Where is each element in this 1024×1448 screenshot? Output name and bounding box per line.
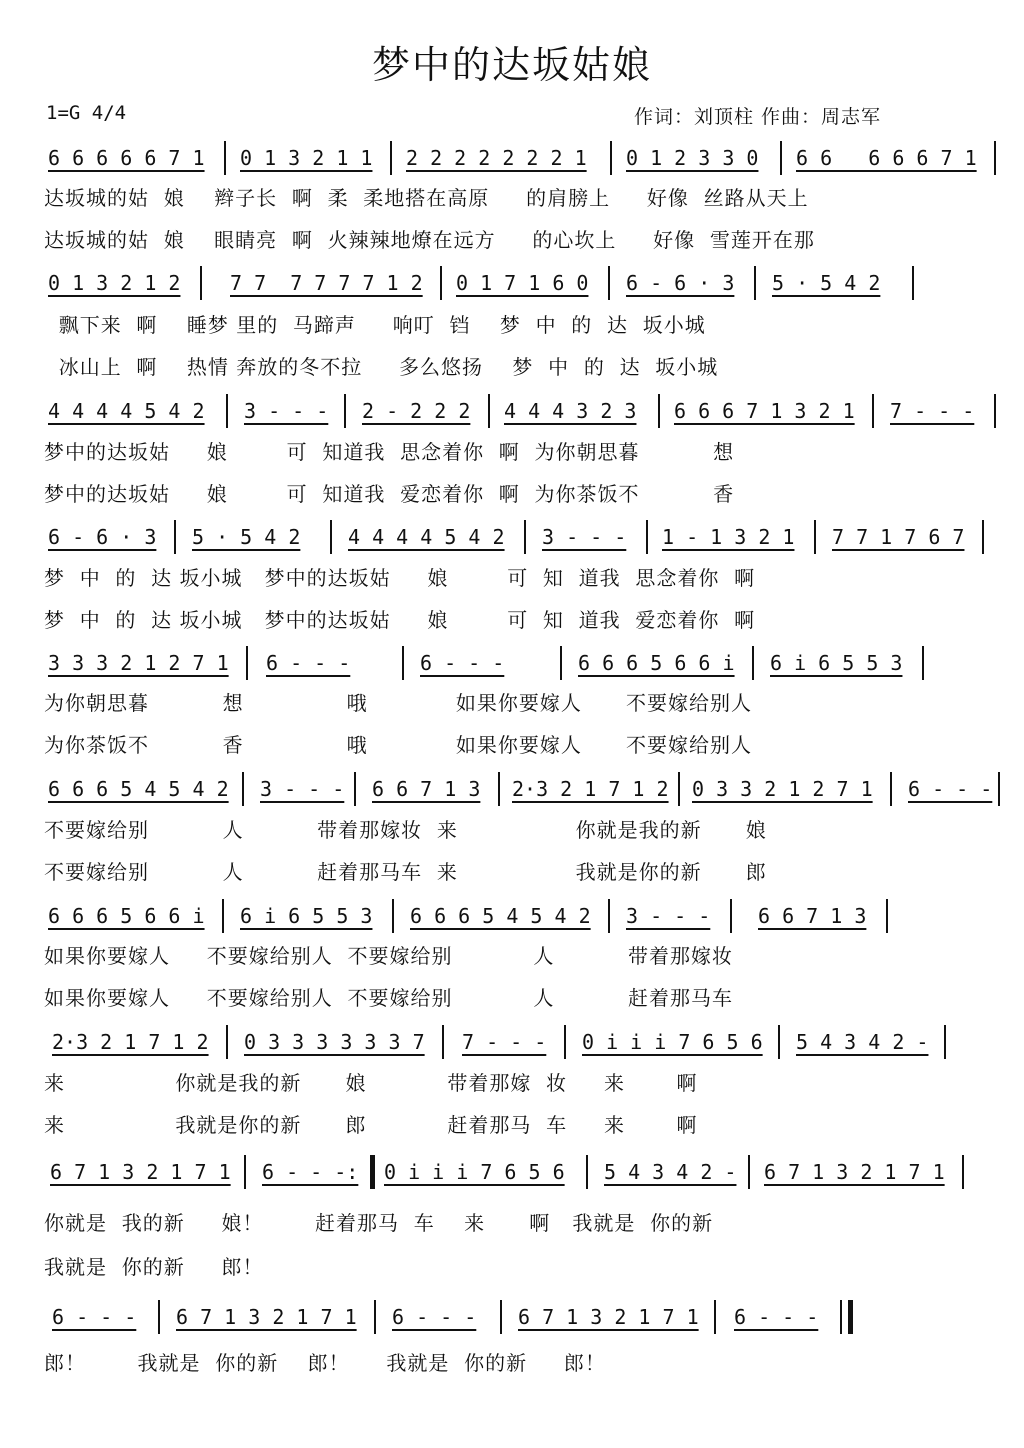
measure: 7 7 1 7 6 7 xyxy=(832,525,965,549)
measure: 0 1 3 2 1 1 xyxy=(240,146,373,170)
measure: 0 i i i 7 6 5 6 xyxy=(582,1030,763,1054)
measure: 6 7 1 3 2 1 7 1 xyxy=(764,1160,945,1184)
measure: 0 1 7 1 6 0 xyxy=(456,271,589,295)
measure: 6 6 6 5 4 5 4 2 xyxy=(410,904,591,928)
measure: 0 1 2 3 3 0 xyxy=(626,146,759,170)
measure: 3 - - - xyxy=(626,904,711,928)
barline xyxy=(994,394,996,428)
lyric-line-1: 郎！ 我就是 你的新 郎！ 我就是 你的新 郎！ xyxy=(44,1351,606,1375)
barline xyxy=(754,266,756,300)
lyric-line-1: 你就是 我的新 娘！ 赶着那马 车 来 啊 我就是 你的新 xyxy=(44,1211,714,1235)
staff-system-9 xyxy=(44,1157,1004,1187)
lyric-line-2: 冰山上 啊 热情 奔放的冬不拉 多么悠扬 梦 中 的 达 坂小城 xyxy=(44,355,719,379)
barline xyxy=(658,394,660,428)
lyric-line-1: 梦 中 的 达 坂小城 梦中的达坂姑 娘 可 知 道我 思念着你 啊 xyxy=(44,566,756,590)
staff-system-10 xyxy=(44,1302,1004,1332)
barline xyxy=(714,1300,716,1334)
measure: 0 i i i 7 6 5 6 xyxy=(384,1160,565,1184)
lyric-line-2: 不要嫁给别 人 赶着那马车 来 我就是你的新 郎 xyxy=(44,860,767,884)
measure: 2·3 2 1 7 1 2 xyxy=(52,1030,209,1054)
lyric-line-1: 不要嫁给别 人 带着那嫁妆 来 你就是我的新 娘 xyxy=(44,818,767,842)
staff-system-2 xyxy=(44,268,1004,298)
measure: 6 6 6 7 1 3 2 1 xyxy=(674,399,855,423)
measure: 5 4 3 4 2 - xyxy=(604,1160,737,1184)
barline xyxy=(200,266,202,300)
lyric-line-1: 达坂城的姑 娘 辫子长 啊 柔 柔地搭在高原 的肩膀上 好像 丝路从天上 xyxy=(44,186,809,210)
staff-system-3 xyxy=(44,396,1004,426)
barline xyxy=(226,1025,228,1059)
barline xyxy=(226,394,228,428)
barline xyxy=(922,646,924,680)
measure: 6 6 6 5 6 6 i xyxy=(48,904,205,928)
barline xyxy=(560,646,562,680)
barline xyxy=(912,266,914,300)
barline xyxy=(814,520,816,554)
barline xyxy=(354,772,356,806)
measure: 6 - 6 · 3 xyxy=(626,271,735,295)
measure: 3 - - - xyxy=(244,399,329,423)
measure: 4 4 4 4 5 4 2 xyxy=(348,525,505,549)
staff-system-1 xyxy=(44,143,1004,173)
staff-system-6 xyxy=(44,774,1004,804)
key-signature: 1=G 4/4 xyxy=(46,102,127,124)
measure: 7 - - - xyxy=(890,399,975,423)
barline xyxy=(246,646,248,680)
measure: 6 6 6 6 6 7 1 xyxy=(48,146,205,170)
barline xyxy=(488,394,490,428)
measure: 6 - 6 · 3 xyxy=(48,525,157,549)
barline xyxy=(244,1155,246,1189)
staff-system-7 xyxy=(44,901,1004,931)
measure: 6 - - -: xyxy=(262,1160,359,1184)
measure: 6 - - - xyxy=(734,1305,819,1329)
measure: 6 6 6 5 4 5 4 2 xyxy=(48,777,229,801)
barline xyxy=(440,266,442,300)
measure: 6 - - - xyxy=(420,651,505,675)
measure: 6 - - - xyxy=(392,1305,477,1329)
measure: 6 6 7 1 3 xyxy=(758,904,867,928)
measure: 4 4 4 4 5 4 2 xyxy=(48,399,205,423)
measure: 6 - - - xyxy=(52,1305,137,1329)
measure: 5 · 5 4 2 xyxy=(192,525,301,549)
lyric-line-2: 来 我就是你的新 郎 赶着那马 车 来 啊 xyxy=(44,1113,698,1137)
measure: 6 6 6 5 6 6 i xyxy=(578,651,735,675)
credits: 作词：刘顶柱 作曲：周志军 xyxy=(634,106,882,128)
barline xyxy=(564,1025,566,1059)
barline xyxy=(242,772,244,806)
barline xyxy=(158,1300,160,1334)
barline xyxy=(224,141,226,175)
measure: 7 - - - xyxy=(462,1030,547,1054)
measure: 6 - - - xyxy=(266,651,351,675)
barline xyxy=(872,394,874,428)
barline xyxy=(752,646,754,680)
measure: 3 3 3 2 1 2 7 1 xyxy=(48,651,229,675)
barline xyxy=(330,520,332,554)
measure: 0 1 3 2 1 2 xyxy=(48,271,181,295)
barline xyxy=(392,899,394,933)
measure: 1 - 1 3 2 1 xyxy=(662,525,795,549)
measure: 5 · 5 4 2 xyxy=(772,271,881,295)
barline xyxy=(748,1155,750,1189)
staff-system-5 xyxy=(44,648,1004,678)
barline xyxy=(608,899,610,933)
lyric-line-1: 飘下来 啊 睡梦 里的 马蹄声 响叮 铛 梦 中 的 达 坂小城 xyxy=(44,313,706,337)
lyric-line-2: 梦中的达坂姑 娘 可 知道我 爱恋着你 啊 为你茶饭不 香 xyxy=(44,482,735,506)
measure: 3 - - - xyxy=(542,525,627,549)
lyric-line-2: 为你茶饭不 香 哦 如果你要嫁人 不要嫁给别人 xyxy=(44,733,753,757)
measure: 2 - 2 2 2 xyxy=(362,399,471,423)
lyric-line-2: 达坂城的姑 娘 眼睛亮 啊 火辣辣地燎在远方 的心坎上 好像 雪莲开在那 xyxy=(44,228,815,252)
barline xyxy=(886,899,888,933)
barline xyxy=(586,1155,588,1189)
measure: 0 3 3 3 3 3 3 7 xyxy=(244,1030,425,1054)
measure: 6 7 1 3 2 1 7 1 xyxy=(50,1160,231,1184)
barline xyxy=(610,141,612,175)
measure: 4 4 4 3 2 3 xyxy=(504,399,637,423)
barline xyxy=(778,1025,780,1059)
barline xyxy=(998,772,1000,806)
measure: 6 6 7 1 3 xyxy=(372,777,481,801)
lyric-line-1: 如果你要嫁人 不要嫁给别人 不要嫁给别 人 带着那嫁妆 xyxy=(44,944,734,968)
measure: 2 2 2 2 2 2 2 1 xyxy=(406,146,587,170)
lyric-line-2: 梦 中 的 达 坂小城 梦中的达坂姑 娘 可 知 道我 爱恋着你 啊 xyxy=(44,608,756,632)
barline xyxy=(222,899,224,933)
barline xyxy=(374,1300,376,1334)
final-barline xyxy=(848,1300,853,1334)
barline xyxy=(962,1155,964,1189)
barline xyxy=(402,646,404,680)
barline xyxy=(678,772,680,806)
lyric-line-1: 梦中的达坂姑 娘 可 知道我 思念着你 啊 为你朝思暮 想 xyxy=(44,440,735,464)
staff-system-4 xyxy=(44,522,1004,552)
barline xyxy=(608,266,610,300)
barline xyxy=(890,772,892,806)
barline xyxy=(500,1300,502,1334)
barline xyxy=(174,520,176,554)
barline xyxy=(730,899,732,933)
lyric-line-1: 为你朝思暮 想 哦 如果你要嫁人 不要嫁给别人 xyxy=(44,691,753,715)
lyric-line-1: 来 你就是我的新 娘 带着那嫁 妆 来 啊 xyxy=(44,1071,698,1095)
barline xyxy=(442,1025,444,1059)
measure: 6 7 1 3 2 1 7 1 xyxy=(518,1305,699,1329)
measure: 6 i 6 5 5 3 xyxy=(240,904,373,928)
barline xyxy=(994,141,996,175)
measure: 6 i 6 5 5 3 xyxy=(770,651,903,675)
staff-system-8 xyxy=(44,1027,1004,1057)
measure: 6 7 1 3 2 1 7 1 xyxy=(176,1305,357,1329)
barline xyxy=(390,141,392,175)
lyric-line-2: 我就是 你的新 郎！ xyxy=(44,1255,264,1279)
barline xyxy=(524,520,526,554)
barline xyxy=(344,394,346,428)
lyric-line-2: 如果你要嫁人 不要嫁给别人 不要嫁给别 人 赶着那马车 xyxy=(44,986,734,1010)
measure: 3 - - - xyxy=(260,777,345,801)
measure: 2·3 2 1 7 1 2 xyxy=(512,777,669,801)
measure: 6 6 6 6 6 7 1 xyxy=(796,146,977,170)
repeat-barline xyxy=(370,1155,375,1189)
barline xyxy=(944,1025,946,1059)
measure: 7 7 7 7 7 7 1 2 xyxy=(230,271,423,295)
measure: 6 - - - xyxy=(908,777,993,801)
measure: 5 4 3 4 2 - xyxy=(796,1030,929,1054)
barline xyxy=(780,141,782,175)
barline xyxy=(498,772,500,806)
song-title: 梦中的达坂姑娘 xyxy=(371,43,652,87)
barline xyxy=(982,520,984,554)
barline xyxy=(646,520,648,554)
barline xyxy=(840,1300,842,1334)
measure: 0 3 3 2 1 2 7 1 xyxy=(692,777,873,801)
